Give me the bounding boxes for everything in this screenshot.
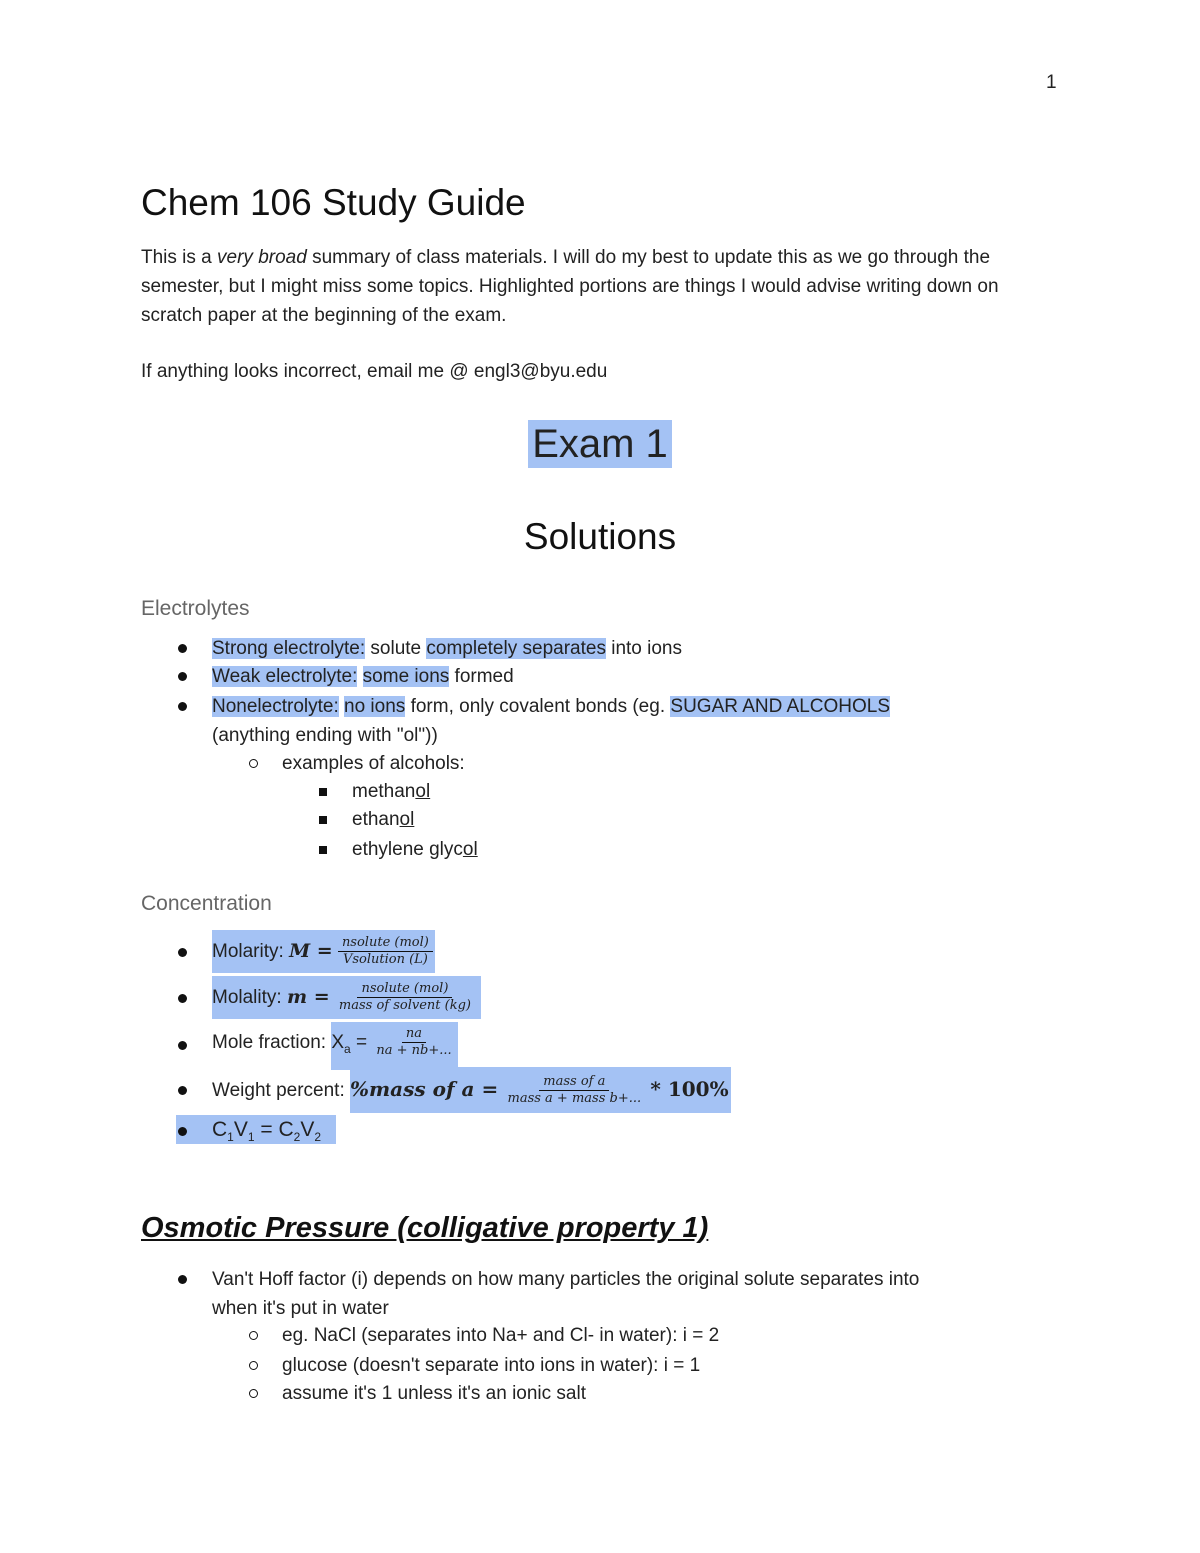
vant-hoff-continuation: when it's put in water — [212, 1298, 389, 1319]
example-item: methanol — [352, 781, 431, 802]
strong-electrolyte-highlight: completely separates — [426, 638, 606, 659]
concentration-heading: Concentration — [141, 892, 272, 915]
weak-electrolyte-highlight: some ions — [362, 666, 450, 687]
examples-label: examples of alcohols: — [282, 753, 465, 774]
strong-electrolyte-term: Strong electrolyte: — [212, 638, 366, 659]
section-heading: Solutions — [523, 516, 677, 557]
bullet-icon — [178, 1127, 187, 1136]
square-bullet-icon — [319, 788, 327, 796]
bullet-icon — [178, 948, 187, 957]
square-bullet-icon — [319, 816, 327, 824]
bullet-icon — [178, 644, 187, 653]
nonelectrolyte-continuation: (anything ending with "ol")) — [212, 725, 438, 746]
exam-heading — [0, 422, 1200, 467]
bullet-icon — [178, 672, 187, 681]
intro-paragraph — [141, 243, 1041, 330]
exam-heading-text: Exam 1 — [528, 420, 672, 468]
square-bullet-icon — [319, 846, 327, 854]
intro-text-2: summary of class materials. I will do my best to update this as we go through the semester, but I might miss some topics. Highlighted portions are things I would advise writing down on scratch paper at the beginning of the exam. — [141, 247, 999, 326]
osmotic-pressure-heading: Osmotic Pressure (colligative property 1) — [141, 1212, 709, 1244]
circle-bullet-icon — [249, 1361, 258, 1370]
dilution-formula: $C_1V_1 = C_2V_2$ — [212, 1118, 322, 1145]
intro-emphasis: very broad — [217, 247, 307, 268]
example-item: ethylene glycol — [352, 839, 478, 860]
bullet-icon — [178, 1041, 187, 1050]
sugar-alcohols-highlight: SUGAR AND ALCOHOLS — [670, 696, 891, 717]
bullet-icon — [178, 1086, 187, 1095]
molarity-formula: Molarity: M = $\frac{\text{nsolute (mol)}}{\text{Vsolution (L)}}$ — [212, 930, 435, 973]
bullet-icon — [178, 1275, 187, 1284]
bullet-icon — [178, 702, 187, 711]
example-item: ethanol — [352, 809, 415, 830]
electrolytes-heading: Electrolytes — [141, 597, 250, 620]
molality-formula: Molality: m = $\frac{\text{nsolute (mol)}}{\text{mass of solvent (kg)}}$ — [212, 976, 481, 1019]
weak-electrolyte-term: Weak electrolyte: — [212, 666, 358, 687]
circle-bullet-icon — [249, 759, 258, 768]
vant-hoff-item: Van't Hoff factor (i) depends on how many particles the original solute separates into — [212, 1269, 920, 1290]
bullet-icon — [178, 994, 187, 1003]
osmotic-sub-item: eg. NaCl (separates into Na+ and Cl- in water): i = 2 — [282, 1325, 720, 1346]
document-title: Chem 106 Study Guide — [141, 182, 526, 223]
nonelectrolyte-term: Nonelectrolyte: — [212, 696, 339, 717]
weight-percent-formula: Weight percent: %mass of a = $\frac{\text{mass of a}}{\text{mass a + mass b+...}}$ * 100% — [212, 1067, 731, 1113]
list-item-weak-electrolyte: Weak electrolyte: some ions formed — [212, 666, 514, 687]
intro-text-1: This is a — [141, 247, 218, 268]
contact-line: If anything looks incorrect, email me @ engl3@byu.edu — [141, 361, 608, 382]
nonelectrolyte-highlight: no ions — [344, 696, 406, 717]
list-item-strong-electrolyte: Strong electrolyte: solute completely separates into ions — [212, 638, 682, 659]
circle-bullet-icon — [249, 1331, 258, 1340]
page-number: 1 — [1046, 72, 1057, 93]
osmotic-sub-item: glucose (doesn't separate into ions in water): i = 1 — [282, 1355, 701, 1376]
list-item-nonelectrolyte: Nonelectrolyte: no ions form, only covalent bonds (eg. SUGAR AND ALCOHOLS — [212, 696, 891, 717]
mole-fraction-formula: Mole fraction: $X_a$ = $\frac{na}{na + nb+...}$ — [212, 1022, 458, 1070]
osmotic-sub-item: assume it's 1 unless it's an ionic salt — [282, 1383, 586, 1404]
circle-bullet-icon — [249, 1389, 258, 1398]
